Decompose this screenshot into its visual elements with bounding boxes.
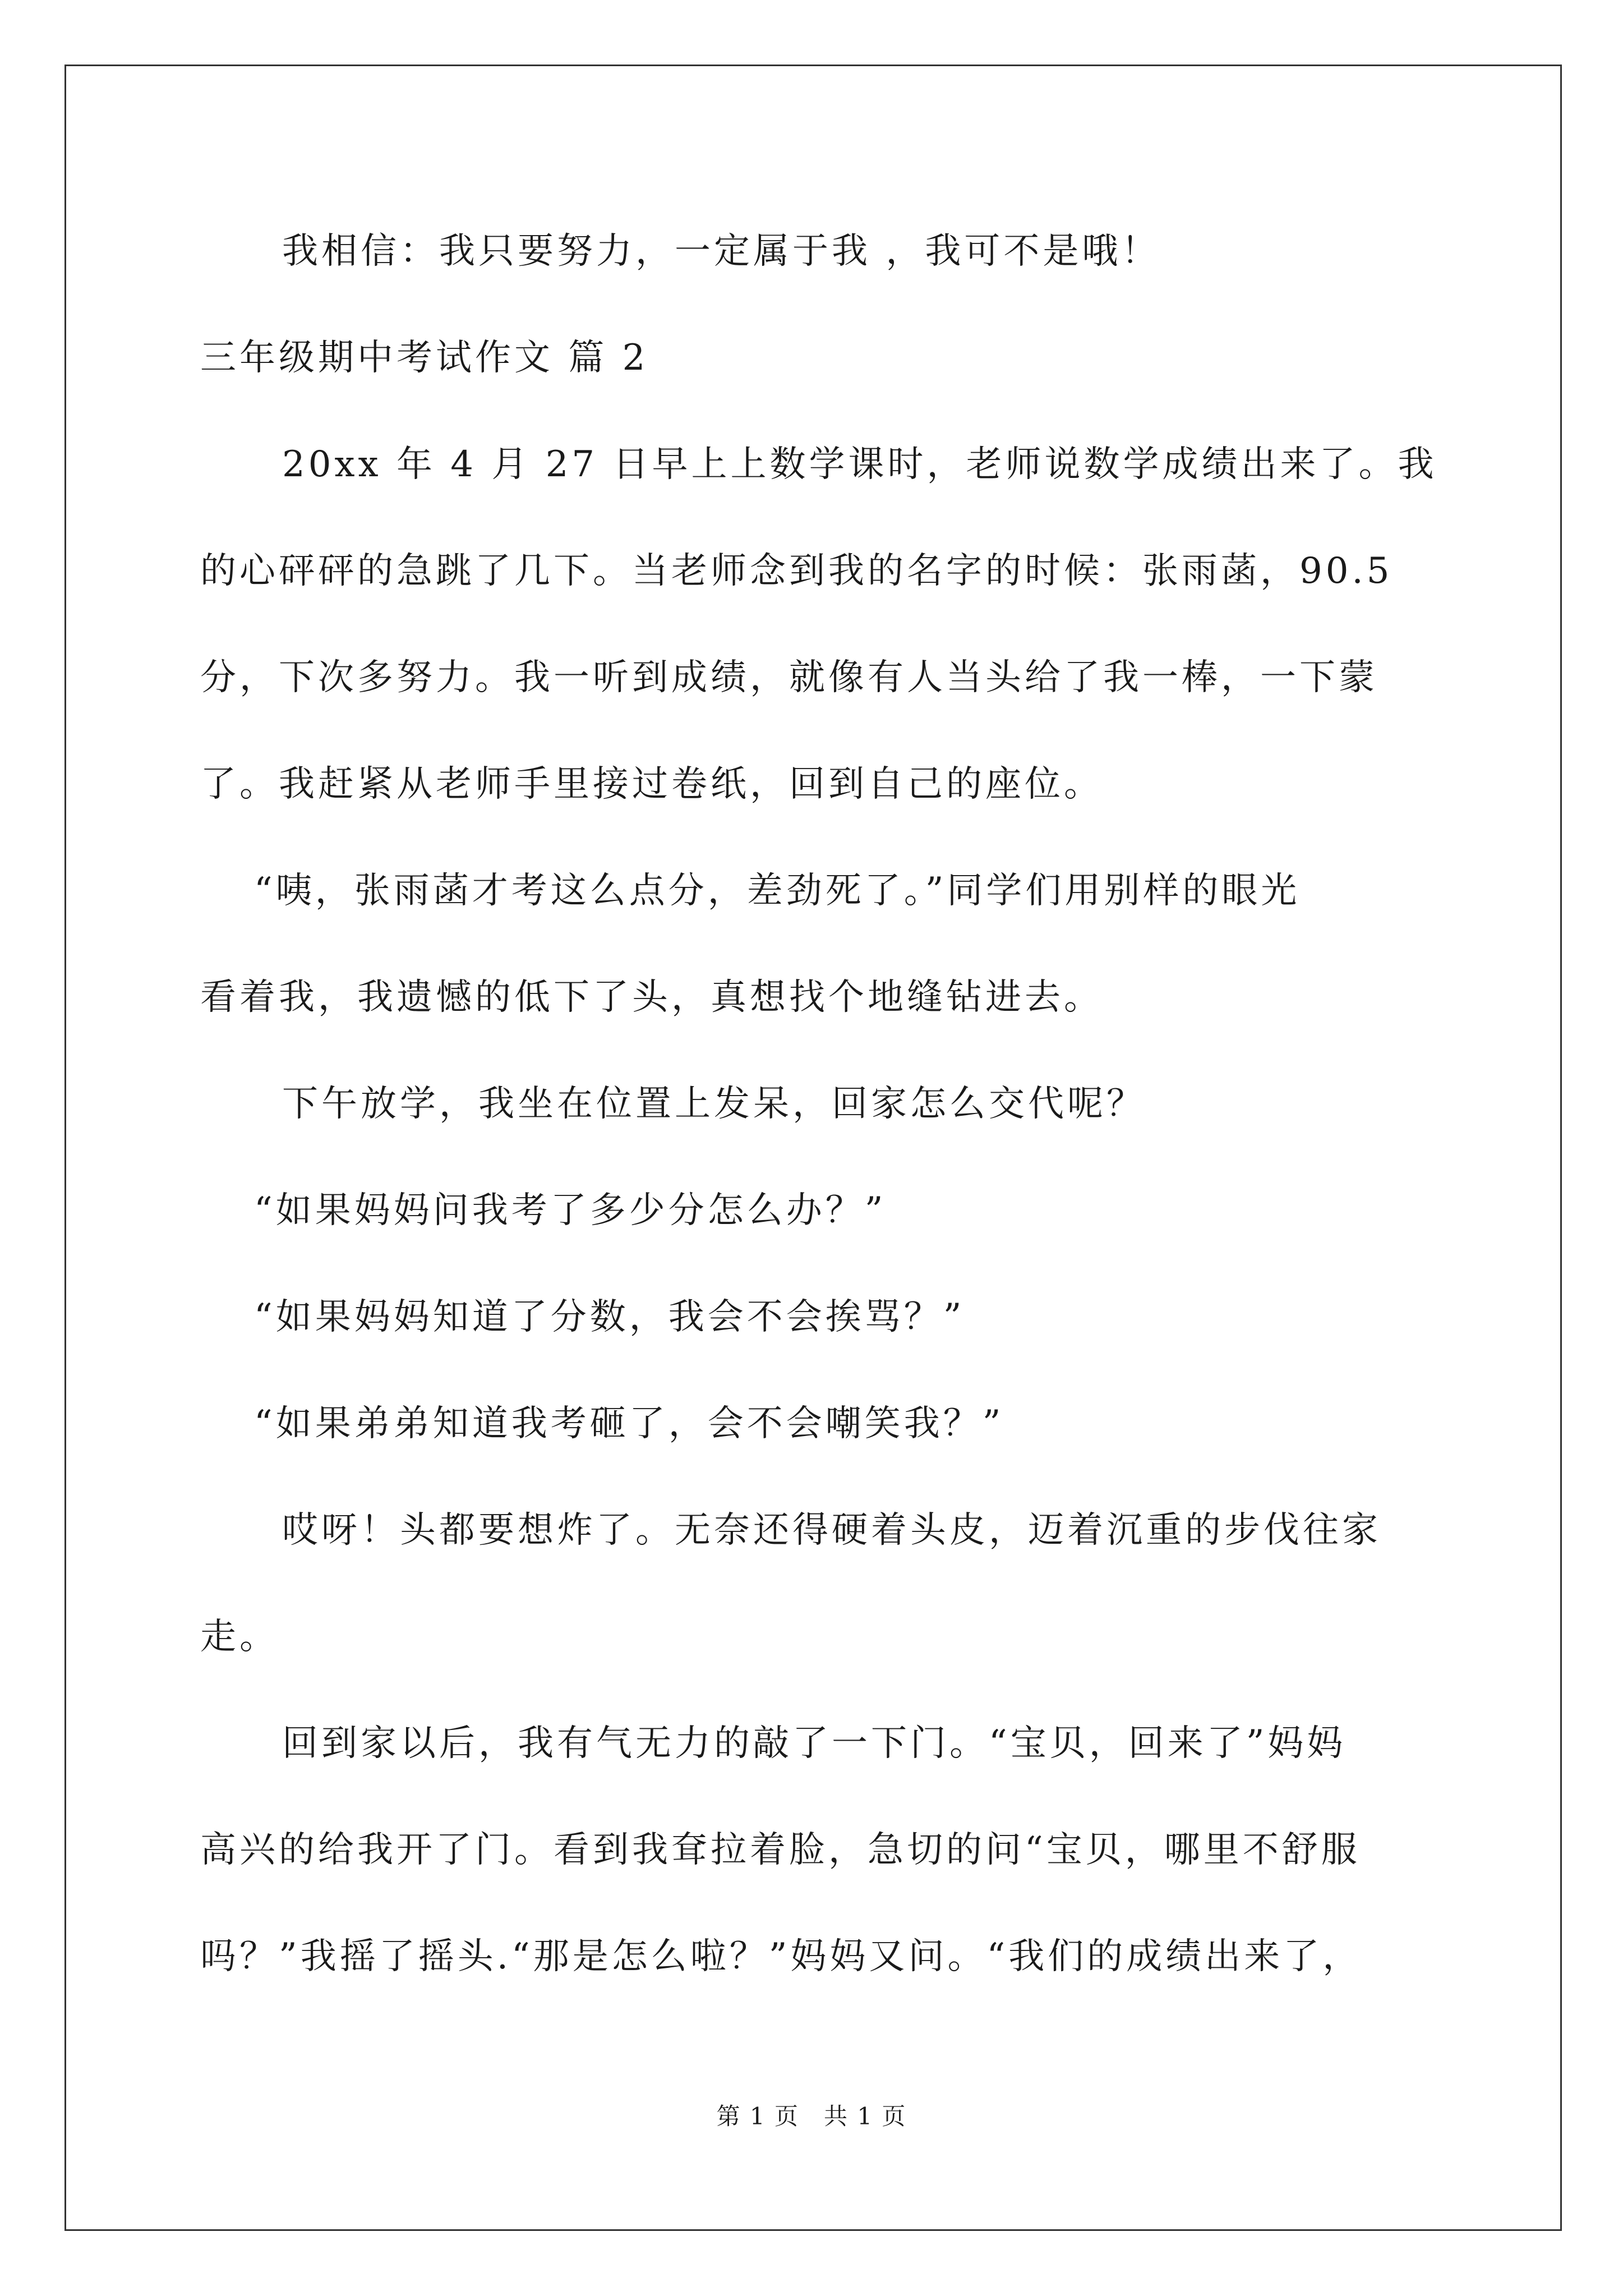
paragraph-line: 20xx 年 4 月 27 日早上上数学课时，老师说数学成绩出来了。我	[282, 444, 1437, 485]
paragraph-line: 了。我赶紧从老师手里接过卷纸，回到自己的座位。	[200, 763, 1103, 805]
paragraph-line: “如果弟弟知道我考砸了，会不会嘲笑我？”	[254, 1403, 1004, 1444]
paragraph-line: “如果妈妈知道了分数，我会不会挨骂？”	[254, 1296, 965, 1338]
page-border	[64, 65, 1562, 2231]
paragraph-line: 高兴的给我开了门。看到我耷拉着脸，急切的问“宝贝，哪里不舒服	[200, 1829, 1361, 1871]
paragraph-line: “咦，张雨菡才考这么点分，差劲死了。”同学们用别样的眼光	[254, 870, 1301, 912]
paragraph-line: 哎呀！头都要想炸了。无奈还得硬着头皮，迈着沉重的步伐往家	[282, 1510, 1381, 1551]
paragraph-line: 的心砰砰的急跳了几下。当老师念到我的名字的时候：张雨菡，90.5	[200, 550, 1393, 592]
section-heading: 三年级期中考试作文 篇 2	[200, 337, 649, 379]
paragraph-line: 我相信：我只要努力，一定属于我 ，我可不是哦！	[282, 231, 1161, 272]
paragraph-line: 分，下次多努力。我一听到成绩，就像有人当头给了我一棒，一下蒙	[200, 657, 1378, 698]
paragraph-line: 看着我，我遗憾的低下了头，真想找个地缝钻进去。	[200, 977, 1103, 1018]
paragraph-line: 吗？”我摇了摇头.“那是怎么啦？”妈妈又问。“我们的成绩出来了，	[200, 1936, 1362, 1977]
paragraph-line: 走。	[200, 1616, 279, 1658]
paragraph-line: 下午放学，我坐在位置上发呆，回家怎么交代呢？	[282, 1083, 1146, 1125]
paragraph-line: “如果妈妈问我考了多少分怎么办？”	[254, 1190, 887, 1231]
paragraph-line: 回到家以后，我有气无力的敲了一下门。“宝贝，回来了”妈妈	[282, 1723, 1347, 1764]
page-footer: 第 1 页 共 1 页	[716, 2102, 907, 2130]
